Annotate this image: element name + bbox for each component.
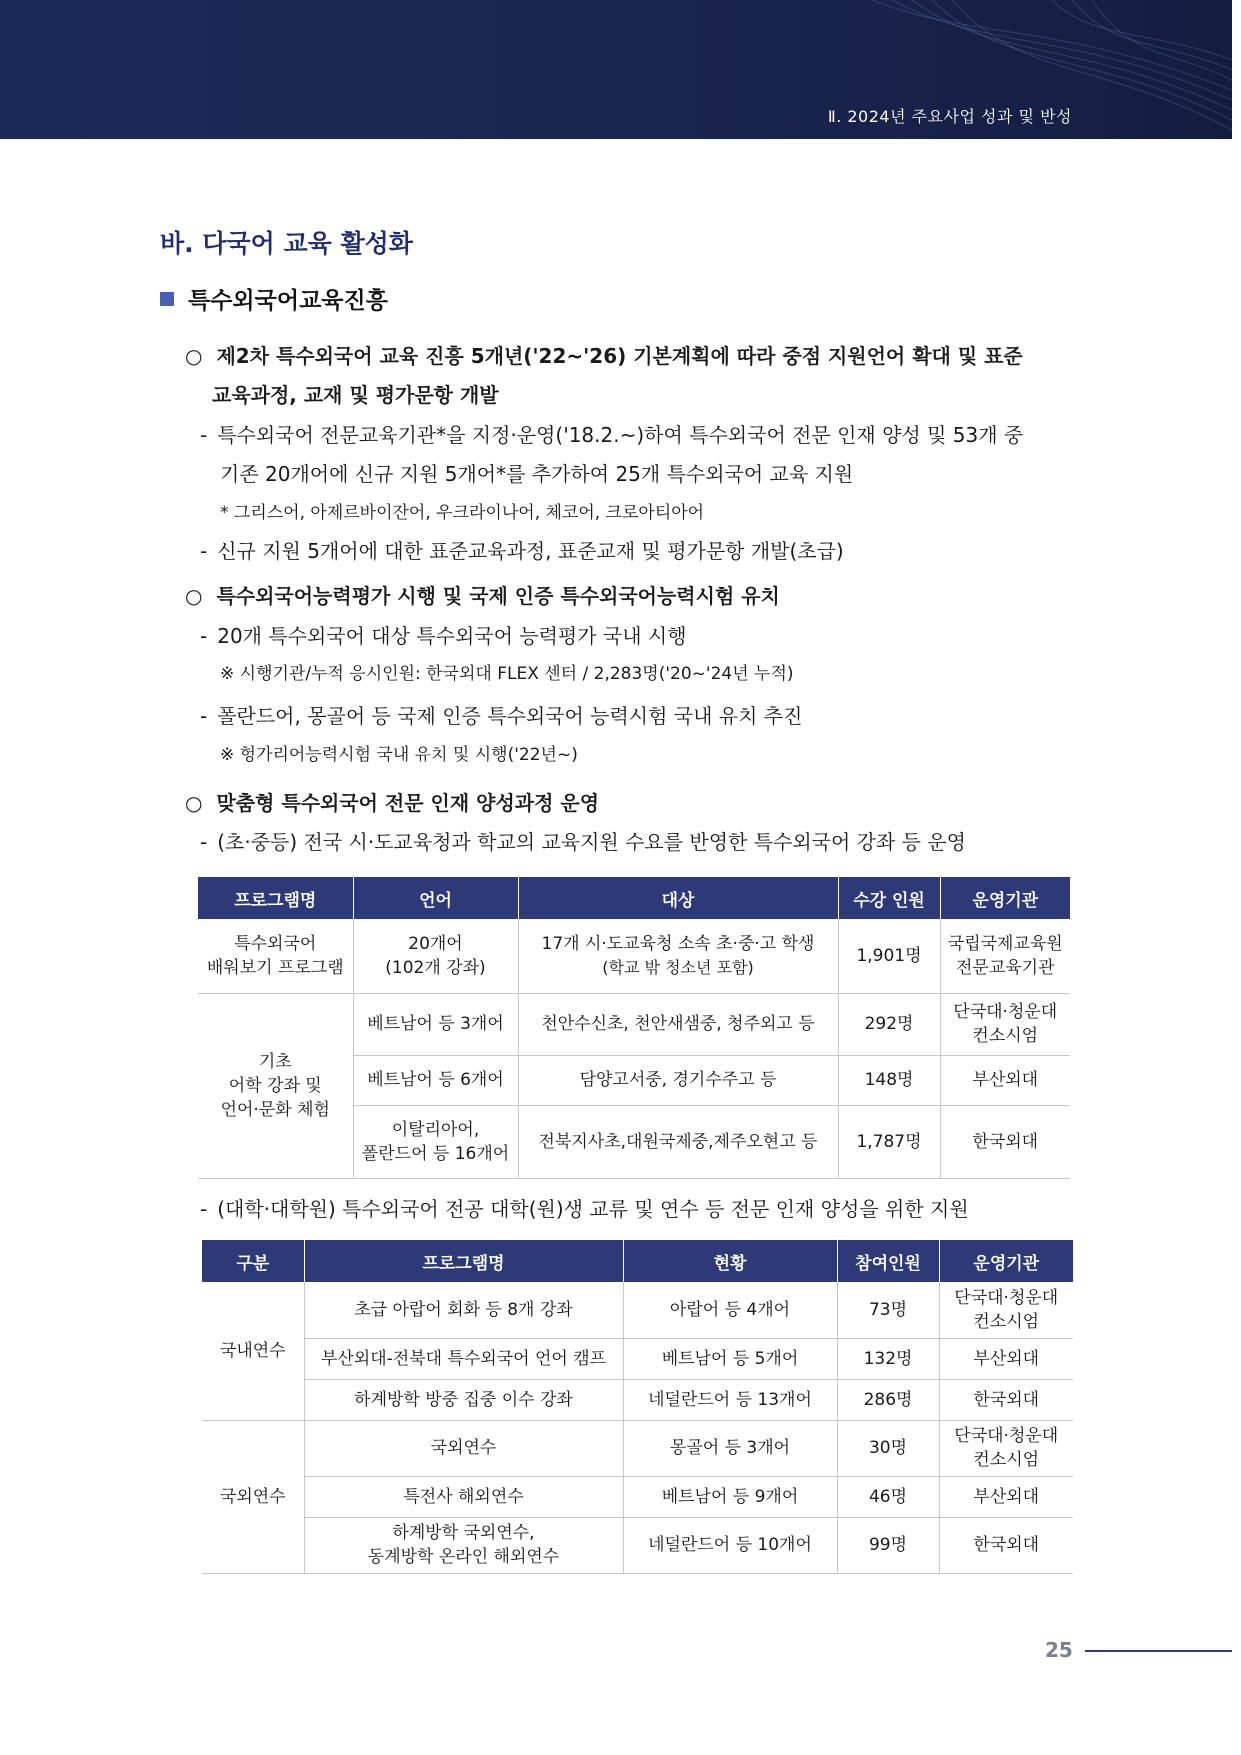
bullet-line: - (초·중등) 전국 시·도교육청과 학교의 교육지원 수요를 반영한 특수외국어 강좌 등 운영 — [200, 830, 966, 854]
table-cell: 부산외대 — [939, 1338, 1073, 1379]
table-cell: 베트남어 등 5개어 — [623, 1338, 837, 1379]
col-header: 참여인원 — [837, 1240, 939, 1282]
table-cell: 30명 — [837, 1420, 939, 1476]
table-row — [198, 993, 1070, 1055]
programs-table — [198, 877, 1070, 1179]
table-cell: 몽골어 등 3개어 — [623, 1420, 837, 1476]
table-cell: 286명 — [837, 1379, 939, 1420]
page-number-rule — [1085, 1650, 1232, 1652]
table-cell: 한국외대 — [939, 1517, 1073, 1573]
table-cell: 73명 — [837, 1282, 939, 1338]
table-cell: 담양고서중, 경기수주고 등 — [518, 1055, 838, 1105]
table-cell: 국외연수 — [202, 1420, 304, 1573]
page-number: 25 — [1045, 1638, 1073, 1662]
subsection-title-text: 특수외국어교육진흥 — [188, 288, 388, 314]
table-cell: 148명 — [838, 1055, 940, 1105]
table-cell: 단국대·청운대 컨소시엄 — [939, 1282, 1073, 1338]
col-header: 구분 — [202, 1240, 304, 1282]
table-cell: 부산외대 — [939, 1476, 1073, 1517]
col-header: 운영기관 — [939, 1240, 1073, 1282]
table-cell: 특수외국어 배워보기 프로그램 — [198, 919, 353, 993]
subsection-title — [160, 282, 388, 315]
table-row — [202, 1379, 1073, 1420]
table-row — [202, 1476, 1073, 1517]
bullet-line: ○ 맞춤형 특수외국어 전문 인재 양성과정 운영 — [185, 791, 600, 815]
table-cell: 베트남어 등 9개어 — [623, 1476, 837, 1517]
table-cell: 17개 시·도교육청 소속 초·중·고 학생 (학교 밖 청소년 포함) — [518, 919, 838, 993]
table-cell: 베트남어 등 6개어 — [353, 1055, 518, 1105]
col-header: 현황 — [623, 1240, 837, 1282]
table-cell: 1,901명 — [838, 919, 940, 993]
table-cell: 초급 아랍어 회화 등 8개 강좌 — [304, 1282, 623, 1338]
table-cell: 한국외대 — [940, 1105, 1070, 1178]
table-row — [198, 919, 1070, 993]
footnote: * 그리스어, 아제르바이잔어, 우크라이나어, 체코어, 크로아티아어 — [220, 503, 705, 523]
table-cell: 이탈리아어, 폴란드어 등 16개어 — [353, 1105, 518, 1178]
bullet-line: 교육과정, 교재 및 평가문항 개발 — [212, 383, 499, 407]
table-cell: 1,787명 — [838, 1105, 940, 1178]
table-cell: 전북지사초,대원국제중,제주오현고 등 — [518, 1105, 838, 1178]
table-cell: 한국외대 — [939, 1379, 1073, 1420]
bullet-line: - 20개 특수외국어 대상 특수외국어 능력평가 국내 시행 — [200, 624, 687, 648]
footnote: ※ 시행기관/누적 응시인원: 한국외대 FLEX 센터 / 2,283명('20~'24년 누적) — [220, 664, 794, 684]
bullet-line: - (대학·대학원) 특수외국어 전공 대학(원)생 교류 및 연수 등 전문 인재 양성을 위한 지원 — [200, 1197, 969, 1221]
bullet-line: - 신규 지원 5개어에 대한 표준교육과정, 표준교재 및 평가문항 개발(초급) — [200, 539, 844, 563]
table-cell: 기초 어학 강좌 및 언어·문화 체험 — [198, 993, 353, 1178]
table-cell: 하계방학 국외연수, 동계방학 온라인 해외연수 — [304, 1517, 623, 1573]
table-cell: 99명 — [837, 1517, 939, 1573]
table-row — [202, 1420, 1073, 1476]
col-header: 프로그램명 — [198, 877, 353, 919]
table-cell: 천안수신초, 천안새샘중, 청주외고 등 — [518, 993, 838, 1055]
table-cell: 베트남어 등 3개어 — [353, 993, 518, 1055]
col-header: 프로그램명 — [304, 1240, 623, 1282]
table-cell: 네덜란드어 등 10개어 — [623, 1517, 837, 1573]
col-header: 대상 — [518, 877, 838, 919]
page-header-banner — [0, 0, 1232, 139]
table-cell: 부산외대 — [940, 1055, 1070, 1105]
table-cell: 아랍어 등 4개어 — [623, 1282, 837, 1338]
bullet-line: ○ 제2차 특수외국어 교육 진흥 5개년('22~'26) 기본계획에 따라 중점 지원언어 확대 및 표준 — [185, 344, 1023, 368]
col-header: 언어 — [353, 877, 518, 919]
table-cell: 특전사 해외연수 — [304, 1476, 623, 1517]
section-label: Ⅱ. 2024년 주요사업 성과 및 반성 — [827, 107, 1072, 126]
bullet-line: - 특수외국어 전문교육기관*을 지정·운영('18.2.~)하여 특수외국어 전문 인재 양성 및 53개 중 — [200, 423, 1024, 447]
table-cell: 네덜란드어 등 13개어 — [623, 1379, 837, 1420]
table-row — [202, 1517, 1073, 1573]
table-row — [202, 1338, 1073, 1379]
footnote: ※ 헝가리어능력시험 국내 유치 및 시행('22년~) — [220, 745, 578, 765]
table-cell: 292명 — [838, 993, 940, 1055]
table-cell: 국외연수 — [304, 1420, 623, 1476]
bullet-line: 기존 20개어에 신규 지원 5개어*를 추가하여 25개 특수외국어 교육 지원 — [220, 462, 854, 486]
square-bullet-icon — [160, 292, 174, 306]
table-cell: 단국대·청운대 컨소시엄 — [939, 1420, 1073, 1476]
table-cell: 부산외대-전북대 특수외국어 언어 캠프 — [304, 1338, 623, 1379]
table-row — [202, 1282, 1073, 1338]
training-table — [202, 1240, 1073, 1574]
table-cell: 132명 — [837, 1338, 939, 1379]
table-cell: 하계방학 방중 집중 이수 강좌 — [304, 1379, 623, 1420]
table-cell: 국내연수 — [202, 1282, 304, 1420]
table-cell: 46명 — [837, 1476, 939, 1517]
table-cell: 20개어 (102개 강좌) — [353, 919, 518, 993]
table-cell: 단국대·청운대 컨소시엄 — [940, 993, 1070, 1055]
col-header: 수강 인원 — [838, 877, 940, 919]
table-cell: 국립국제교육원 전문교육기관 — [940, 919, 1070, 993]
col-header: 운영기관 — [940, 877, 1070, 919]
section-title: 바. 다국어 교육 활성화 — [160, 229, 413, 258]
bullet-line: ○ 특수외국어능력평가 시행 및 국제 인증 특수외국어능력시험 유치 — [185, 584, 780, 608]
bullet-line: - 폴란드어, 몽골어 등 국제 인증 특수외국어 능력시험 국내 유치 추진 — [200, 704, 803, 728]
